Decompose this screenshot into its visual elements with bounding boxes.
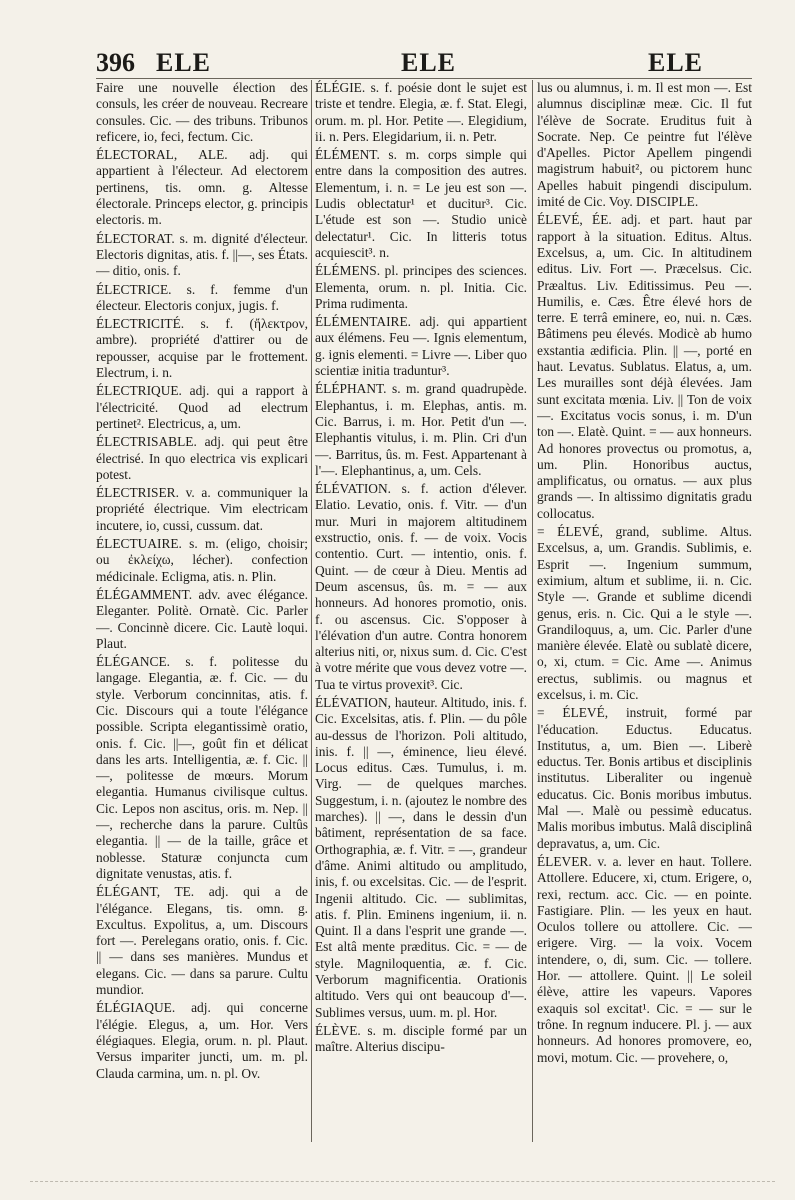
entry: ÉLECTRICE. s. f. femme d'un électeur. Electoris conjux, jugis. f. bbox=[96, 281, 308, 313]
entry: ÉLECTRIQUE. adj. qui a rapport à l'électricité. Quod ad electrum pertinet². Electricus, a, um. bbox=[96, 383, 308, 431]
entry: ÉLECTORAL, ALE. adj. qui appartient à l'électeur. Ad electorem pertinens, tis. omn. g. Altesse électorale. Princeps elector, g. principis electoris. m. bbox=[96, 147, 308, 228]
header-rule bbox=[96, 78, 752, 79]
entry: ÉLÉGIE. s. f. poésie dont le sujet est triste et tendre. Elegia, æ. f. Stat. Elegi, orum. m. pl. Hor. Petite —. Elegidium, ii. n. Pers. Elegidarium, ii. n. Petr. bbox=[315, 80, 527, 144]
entry: ÉLÉGANT, TE. adj. qui a de l'élégance. Elegans, tis. omn. g. Excultus. Expolitus, a, um. Discours fort —. Perelegans oratio, onis. f. Cic. || — dans ses manières. Mundus et elegans. Cic. — dans sa parure. Cultu mundior. bbox=[96, 884, 308, 998]
column-3 bbox=[537, 80, 752, 1146]
entry: ÉLÉGANCE. s. f. politesse du langage. Elegantia, æ. f. Cic. — du style. Verborum concinnitas, atis. f. Cic. Discours qui a toute l'élégance possible. Scripta elegantissimè oratio, onis. f. Cic. ||—, goût fin et délicat dans les arts. Intelligentia, æ. f. Cic. || —, politesse de mœurs. Morum elegantia. Humanus civilisque cultus. Cic. Lepos non ascitus, oris. m. Nep. ||—, recherche dans la parure. Cultûs elegantia. || — de la taille, grâce et noblesse. Staturæ conjuncta cum dignitate venustas, atis. f. bbox=[96, 654, 308, 881]
entry: ÉLECTRISER. v. a. communiquer la propriété électrique. Vim electricam incutere, io, cussi, cussum. dat. bbox=[96, 485, 308, 533]
entry: Faire une nouvelle élection des consuls, les créer de nouveau. Recreare consules. Cic. — des tribuns. Tribunos reficere, io, feci, fectum. Cic. bbox=[96, 80, 308, 144]
column-2 bbox=[315, 80, 527, 1146]
entry: ÉLECTRICITÉ. s. f. (ἤλεκτρον, ambre). propriété d'attirer ou de repousser, acquise par le frottement. Electrum, i. n. bbox=[96, 316, 308, 381]
headword-left: ELE bbox=[156, 48, 212, 77]
column-divider bbox=[311, 80, 312, 1142]
running-header bbox=[96, 48, 755, 82]
entry: ÉLÈVE. s. m. disciple formé par un maître. Alterius discipu- bbox=[315, 1022, 527, 1055]
entry: ÉLÉPHANT. s. m. grand quadrupède. Elephantus, i. m. Elephas, antis. m. Cic. Barrus, i. m. Hor. Petit d'un —. Elephantis vitulus, i. m. Plin. Cri d'un —. Barritus, ûs. m. Fest. Appartenant à l'—. Elephantinus, a, um. Cels. bbox=[315, 381, 527, 478]
page-number: 396 bbox=[96, 48, 135, 77]
entry: = ÉLEVÉ, grand, sublime. Altus. Excelsus, a, um. Grandis. Sublimis, e. Esprit —. Ingenium summum, eximium, altum et sublime, ii. n. Cic. Style —. Grande et sublime dicendi genus, eris. n. Cic. Qui a le style —. Grandiloquus, a, um. Cic. Parler d'une manière élevée. Elatè ou sublatè dicere, o, xi, ctum. = Cic. Ame —. Animus erectus, sublimis. ou magnus et excelsus, i. m. Cic. bbox=[537, 524, 752, 702]
entry: ÉLÉMENS. pl. principes des sciences. Elementa, orum. n. pl. Initia. Cic. Prima rudimenta. bbox=[315, 263, 527, 311]
entry: ÉLÉGAMMENT. adv. avec élégance. Eleganter. Politè. Ornatè. Cic. Parler —. Concinnè dicere. Cic. Lautè loqui. Plaut. bbox=[96, 586, 308, 651]
entry: ÉLÉMENT. s. m. corps simple qui entre dans la composition des autres. Elementum, i. n. = Le jeu est son —. Ludis oblectatur¹ et ducitur³. Cic. L'étude est son —. Studio unicè delectatur¹. Cic. In litteris totus acquiescit³. n. bbox=[315, 147, 527, 260]
page-bottom-edge bbox=[30, 1181, 775, 1188]
entry: = ÉLEVÉ, instruit, formé par l'éducation. Eductus. Educatus. Institutus, a, um. Bien —. Liberè eductus. Ter. Bonis artibus et disciplinis institutus. Liberaliter ou ingenuè educatus. Cic. Bonis moribus imbutus. Mal —. Malè ou pessimè educatus. Malis moribus imbutus. Malâ disciplinâ depravatus, a, um. Cic. bbox=[537, 705, 752, 851]
entry: ÉLÉMENTAIRE. adj. qui appartient aux élémens. Feu —. Ignis elementum, g. ignis elementi. = Livre —. Liber quo scientiæ initia traduntur³. bbox=[315, 314, 527, 379]
column-divider bbox=[532, 80, 533, 1142]
entry: ÉLÉVATION, hauteur. Altitudo, inis. f. Cic. Excelsitas, atis. f. Plin. — du pôle au-dessus de l'horizon. Poli altitudo, inis. f. || —, éminence, lieu élevé. Locus editus. Cæs. Tumulus, i. m. Virg. — de quelques marches. Suggestum, i. n. (ajoutez le nombre des marches). || —, dans le dessin d'un bâtiment, représentation de sa face. Orthographia, æ. f. Vitr. = —, grandeur d'âme. Animi altitudo ou amplitudo, inis, f. ou excelsitas. Cic. — de l'esprit. Ingenii altitudo. Cic. — sublimitas, atis. f. Plin. Eminens ingenium, ii. n. Quint. Il a dans l'esprit une grande —. Est altâ mente præditus. Cic. = — de style. Magniloquentia, æ. f. Cic. Verborum magnificentia. Orationis altitudo. Vers qui ont beaucoup d'—. Sublimes versus, uum. m. pl. Hor. bbox=[315, 694, 527, 1020]
entry: ÉLECTRISABLE. adj. qui peut être électrisé. In quo electrica vis explicari potest. bbox=[96, 434, 308, 482]
entry: ÉLECTORAT. s. m. dignité d'électeur. Electoris dignitas, atis. f. ||—, ses États. — ditio, onis. f. bbox=[96, 230, 308, 279]
headword-right: ELE bbox=[648, 48, 704, 77]
entry: ÉLÉVATION. s. f. action d'élever. Elatio. Levatio, onis. f. Vitr. — d'un mur. Muri in majorem altitudinem exstructio, onis. f. — de voix. Vocis contentio. Curt. — intentio, onis. f. Quint. — de cœur à Dieu. Mentis ad Deum ascensus, ûs. m. = — aux honneurs. Ad honores promotio, onis. f. ou ascensus. Cic. S'opposer à l'élévation d'un autre. Contra honorem alterius niti, or, nixus sum. d. Cic. C'est à votre mérite que vous devez votre —. Tua te virtus provexit³. Cic. bbox=[315, 481, 527, 692]
entry: ÉLECTUAIRE. s. m. (eligo, choisir; ou ἐκλείχω, lécher). confection médicinale. Ecligma, atis. n. Plin. bbox=[96, 536, 308, 584]
headword-center: ELE bbox=[401, 48, 457, 77]
entry: lus ou alumnus, i. m. Il est mon —. Est alumnus disciplinæ meæ. Cic. Il fut l'élève de Socrate. Eruditus fuit à Socrate. Nep. Ce peintre fut l'élève d'Apelles. Pictor Apellem pingendi magistrum habuit², ou pictorem hunc Apelles habuit pingendi discipulum. imité de Cic. Voy. DISCIPLE. bbox=[537, 80, 752, 210]
entry: ÉLEVÉ, ÉE. adj. et part. haut par rapport à la situation. Editus. Altus. Excelsus, a, um. Cic. In altitudinem editus. Liv. Fort —. Præcelsus. Cic. Præaltus. Liv. Editissimus. Peu —. Humilis, e. Cæs. Être élevé hors de terre. E terrâ eminere, eo, nui. n. Cæs. Bâtimens peu élevés. Modicè ab humo exstantia ædificia. Plin. || —, porté en haut. Levatus. Sublatus. Elatus, a, um. Les murailles sont déjà élevées. Jam sunt excitata mœnia. Liv. || Ton de voix —. Excitatus vocis sonus, i. m. D'un ton —. Elatè. Quint. = — aux honneurs. Ad honores provectus ou promotus, a, um. Plin. Honoribus auctus, amplificatus, ou ornatus. — aux plus grands —. In altissimo dignitatis gradu collocatus. bbox=[537, 212, 752, 521]
entry: ÉLEVER. v. a. lever en haut. Tollere. Attollere. Educere, xi, ctum. Erigere, o, rexi, rectum. acc. Cic. — en pointe. Fastigiare. Plin. — les yeux en haut. Oculos tollere ou attollere. Cic. — erigere. Virg. — la voix. Vocem intendere, o, di, sum. Cic. — tollere. Hor. — attollere. Quint. || Le soleil élève, attire les vapeurs. Vapores exaquis sol excitat¹. Cic. = — sur le trône. In regnum inducere. Pl. j. — aux honneurs. Ad honores promovere, eo, movi, motum. Cic. — provehere, o, bbox=[537, 853, 752, 1065]
entry: ÉLÉGIAQUE. adj. qui concerne l'élégie. Elegus, a, um. Hor. Vers élégiaques. Elegia, orum. n. pl. Plaut. Versus impariter juncti, um. m. pl. Clauda carmina, um. n. pl. Ov. bbox=[96, 1000, 308, 1081]
column-1 bbox=[96, 80, 308, 1146]
